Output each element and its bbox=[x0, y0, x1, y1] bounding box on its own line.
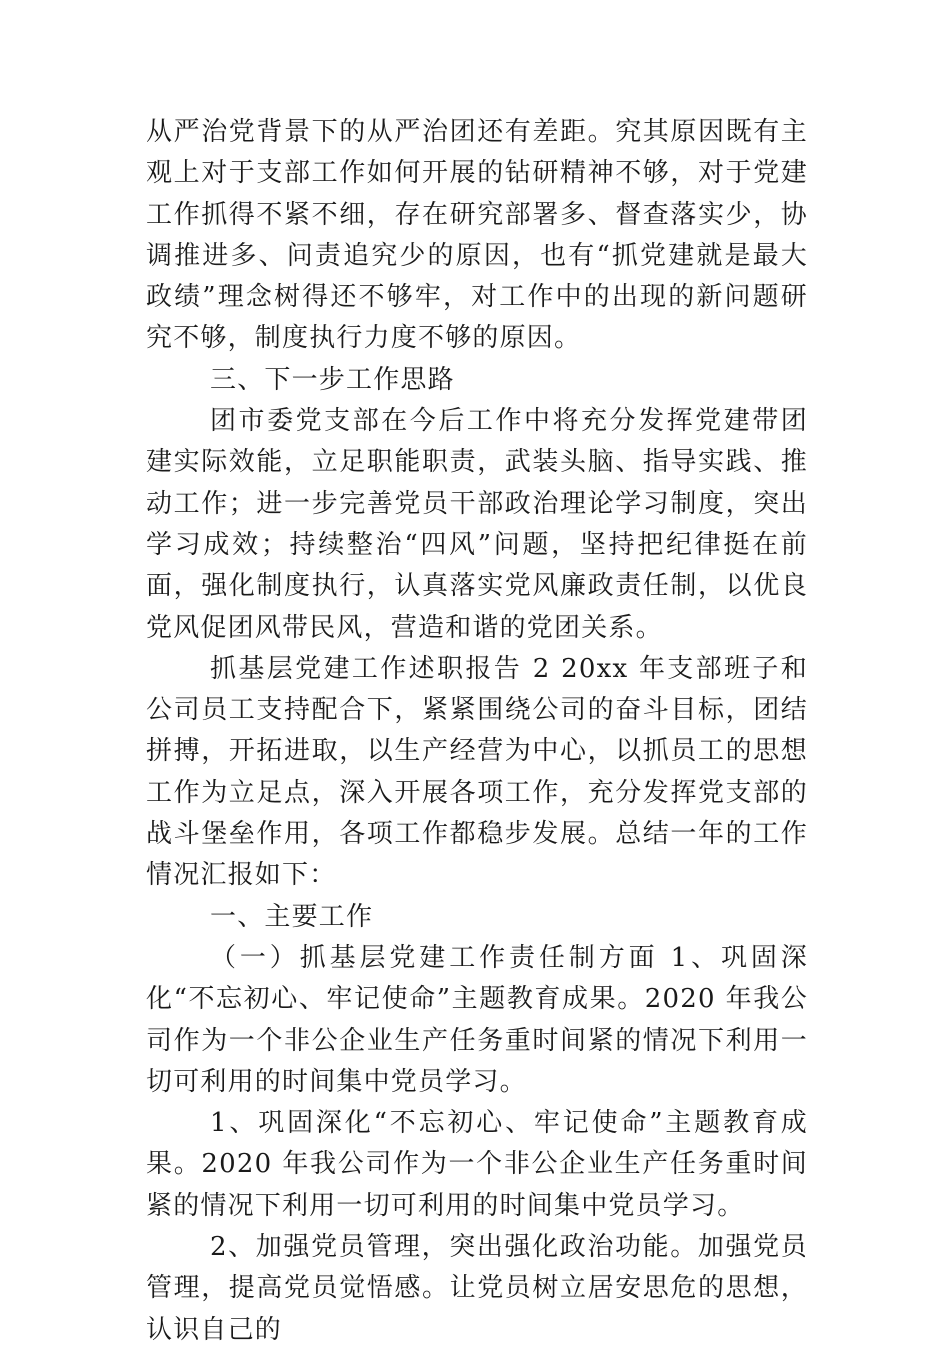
paragraph-5: 1、巩固深化“不忘初心、牢记使命”主题教育成果。2020 年我公司作为一个非公企业生产任务重时间紧的情况下利用一切可利用的时间集中党员学习。 bbox=[146, 1108, 808, 1221]
section-heading-next-steps: 三、下一步工作思路 bbox=[210, 364, 455, 395]
paragraph-1: 从严治党背景下的从严治团还有差距。究其原因既有主观上对于支部工作如何开展的钻研精神不够，对于党建工作抓得不紧不细，存在研究部署多、督查落实少，协调推进多、问责追究少的原因，也有“抓党建就是最大政绩”理念树得还不够牢，对工作中的出现的新问题研究不够，制度执行力度不够的原因。 bbox=[146, 117, 808, 354]
paragraph-3: 抓基层党建工作述职报告 2 20xx 年支部班子和公司员工支持配合下，紧紧围绕公司的奋斗目标，团结拼搏，开拓进取，以生产经营为中心，以抓员工的思想工作为立足点，深入开展各项工作，充分发挥党支部的战斗堡垒作用，各项工作都稳步发展。总结一年的工作情况汇报如下： bbox=[146, 653, 808, 891]
paragraph-6: 2、加强党员管理，突出强化政治功能。加强党员管理，提高党员觉悟感。让党员树立居安思危的思想，认识自己的 bbox=[146, 1232, 808, 1345]
paragraph-2: 团市委党支部在今后工作中将充分发挥党建带团建实际效能，立足职能职责，武装头脑、指导实践、推动工作；进一步完善党员干部政治理论学习制度，突出学习成效；持续整治“四风”问题，坚持把纪律挺在前面，强化制度执行，认真落实党风廉政责任制，以优良党风促团风带民风，营造和谐的党团关系。 bbox=[146, 406, 808, 643]
document-body bbox=[146, 112, 808, 1351]
paragraph-4: （一）抓基层党建工作责任制方面 1、巩固深化“不忘初心、牢记使命”主题教育成果。2020 年我公司作为一个非公企业生产任务重时间紧的情况下利用一切可利用的时间集中党员学习。 bbox=[146, 942, 808, 1097]
section-heading-main-work: 一、主要工作 bbox=[210, 901, 374, 932]
